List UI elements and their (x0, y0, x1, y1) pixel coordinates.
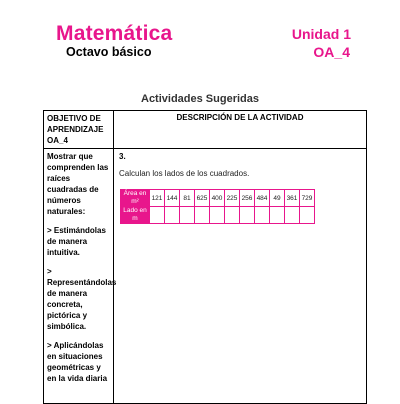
side-answer-cell (270, 207, 285, 224)
area-cell: 121 (150, 190, 165, 207)
side-answer-cell (195, 207, 210, 224)
squares-table (120, 189, 315, 224)
objective-cell (44, 149, 117, 404)
side-answer-cell (285, 207, 300, 224)
activities-table (43, 110, 367, 404)
section-title: Actividades Sugeridas (141, 93, 259, 105)
side-answer-cell (210, 207, 225, 224)
area-cell: 625 (195, 190, 210, 207)
activity-text: Calculan los lados de los cuadrados. (119, 169, 250, 178)
area-cell: 400 (210, 190, 225, 207)
objective-header: OBJETIVO DE APRENDIZAJE OA_4 (44, 111, 114, 149)
objective-item-represent: > Representándolas de manera concreta, pictórica y simbólica. (47, 267, 117, 331)
activity-number: 3. (119, 152, 126, 161)
objective-item-apply: > Aplicándolas en situaciones geométricas y en la vida diaria (47, 341, 108, 383)
side-answer-cell (150, 207, 165, 224)
area-cell: 144 (165, 190, 180, 207)
area-label: Área en m² (121, 190, 150, 207)
objective-item-estimate: > Estimándolas de manera intuitiva. (47, 226, 106, 257)
description-cell (114, 149, 367, 404)
description-header: DESCRIPCIÓN DE LA ACTIVIDAD (114, 111, 367, 149)
side-answer-cell (180, 207, 195, 224)
side-label: Lado en m (121, 207, 150, 224)
side-answer-cell (300, 207, 315, 224)
side-answer-cell (240, 207, 255, 224)
unit-label: Unidad 1 (291, 26, 351, 42)
area-cell: 361 (285, 190, 300, 207)
area-cell: 49 (270, 190, 285, 207)
area-cell: 484 (255, 190, 270, 207)
oa-label: OA_4 (313, 44, 350, 60)
area-cell: 729 (300, 190, 315, 207)
side-answer-cell (255, 207, 270, 224)
side-answer-cell (165, 207, 180, 224)
area-row (121, 190, 315, 207)
area-cell: 81 (180, 190, 195, 207)
objective-intro: Mostrar que comprenden las raíces cuadradas de números naturales: (47, 152, 109, 216)
area-cell: 225 (225, 190, 240, 207)
side-answer-cell (225, 207, 240, 224)
side-row (121, 207, 315, 224)
subject-title: Matemática (56, 22, 173, 45)
area-cell: 256 (240, 190, 255, 207)
grade-subtitle: Octavo básico (66, 45, 152, 59)
